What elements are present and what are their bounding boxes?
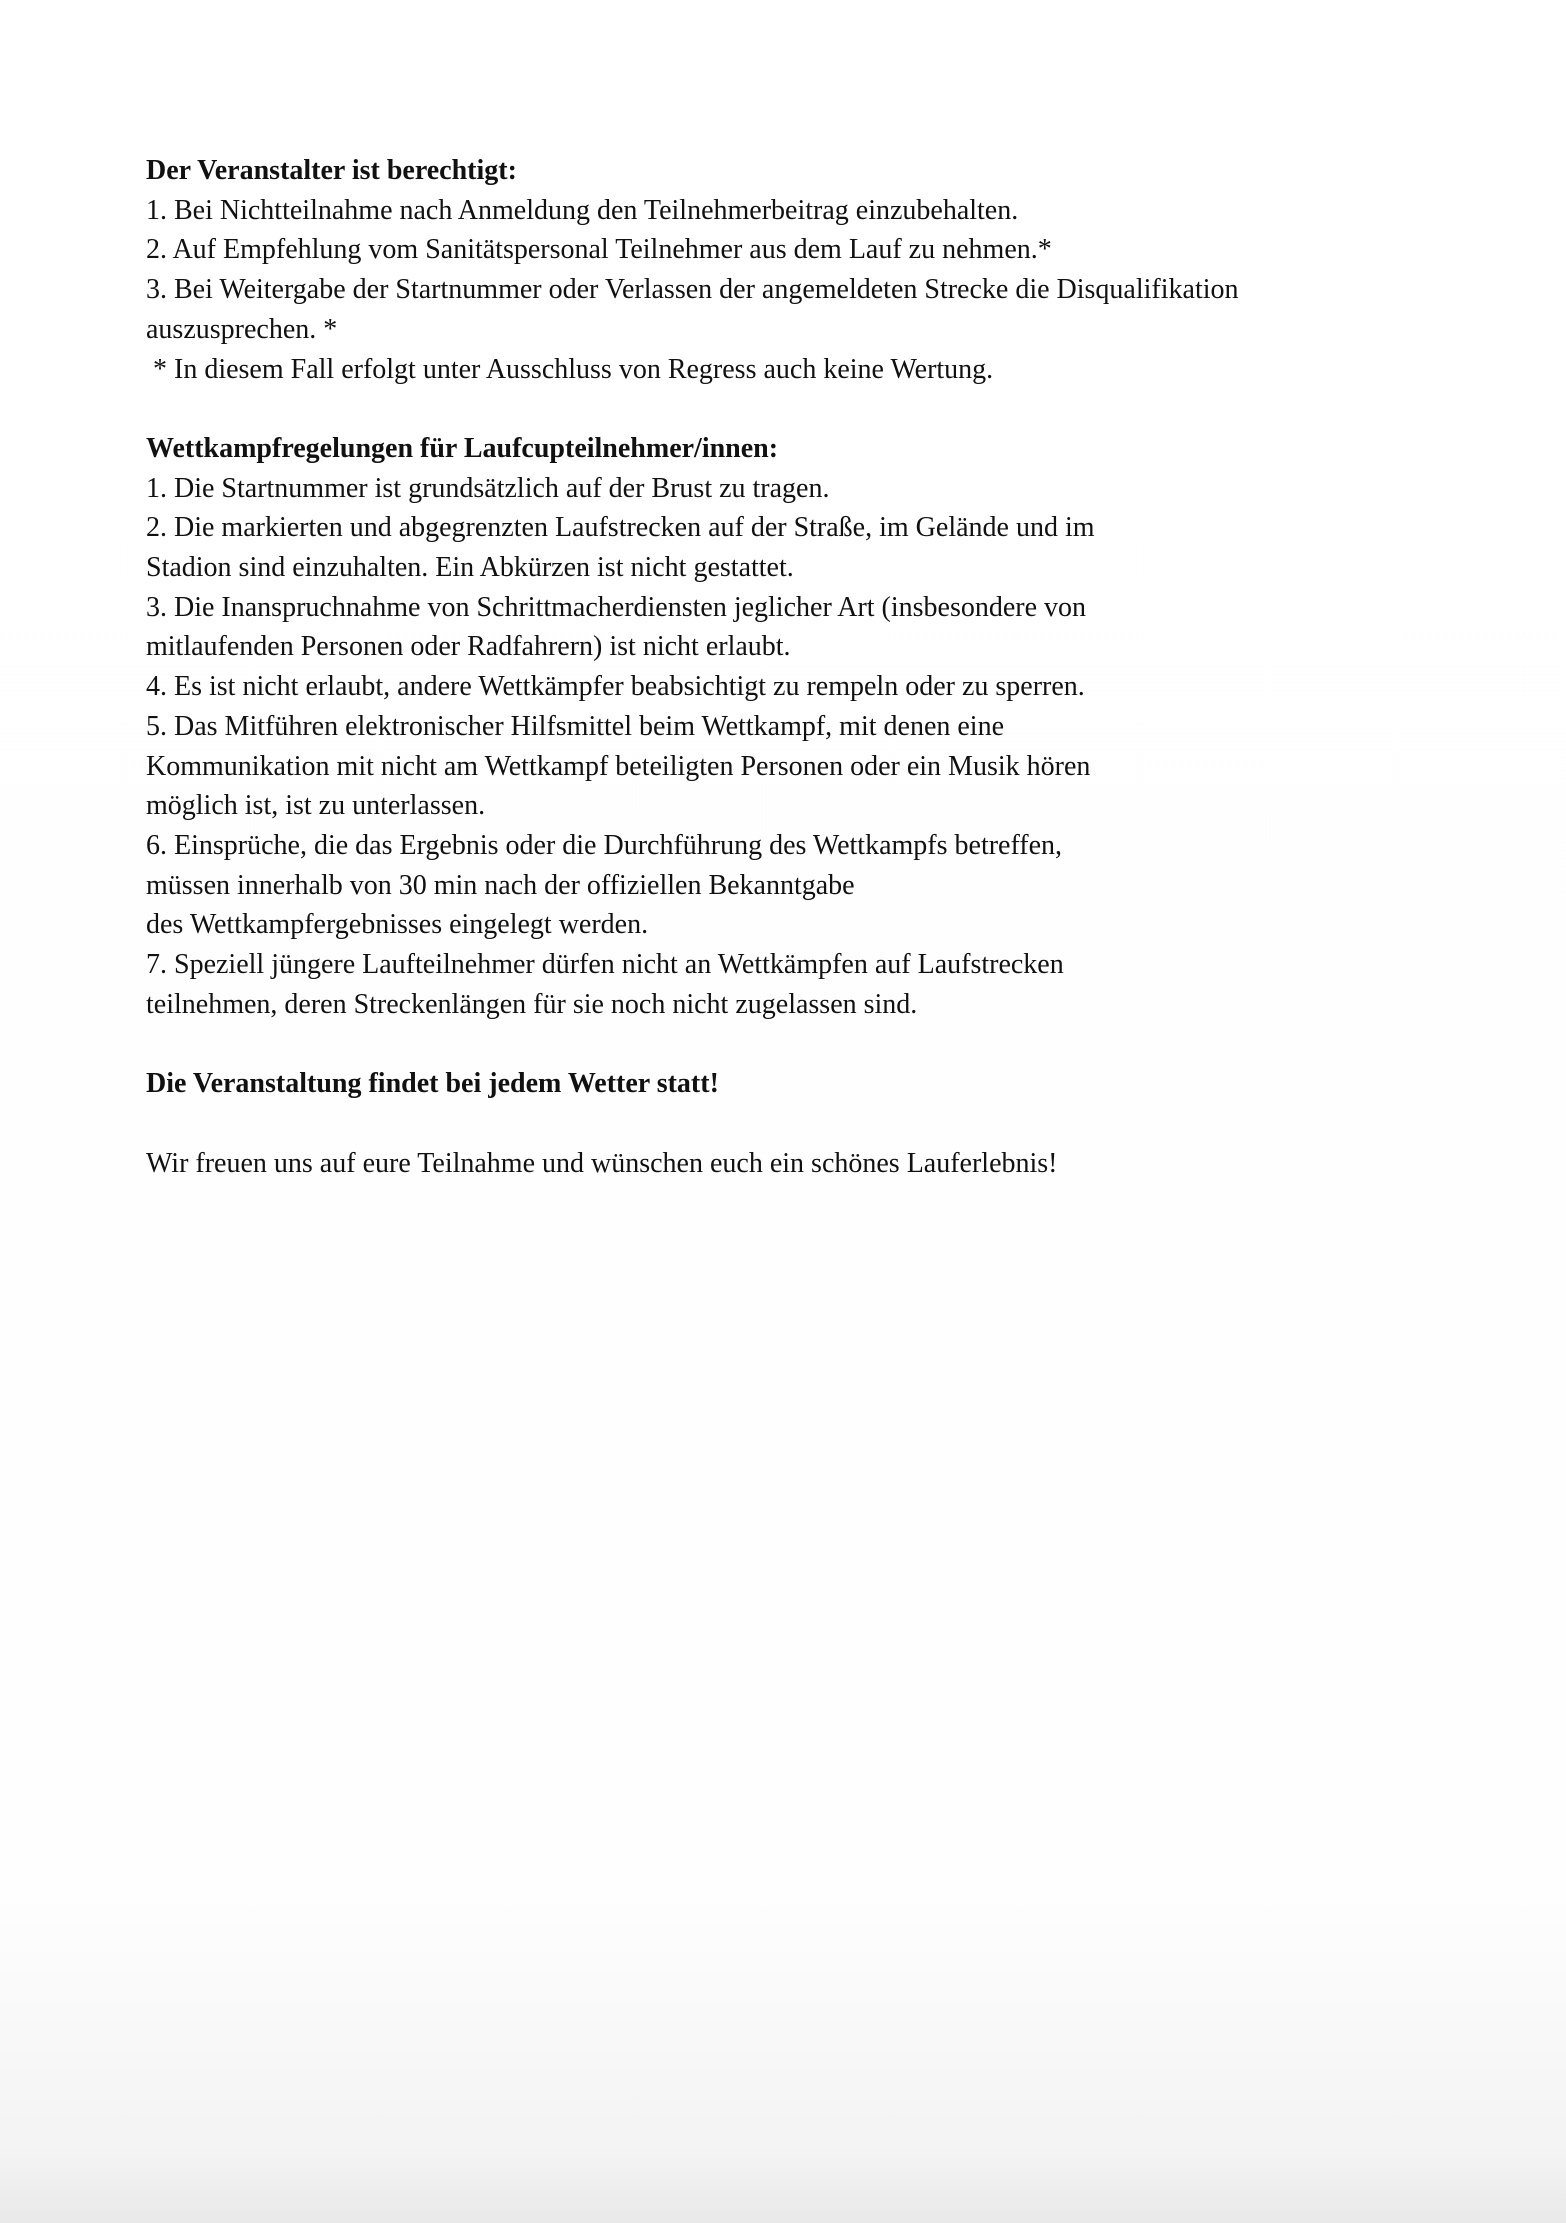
competition-rule-line: des Wettkampfergebnisses eingelegt werden. bbox=[146, 909, 649, 941]
competition-rule-line: müssen innerhalb von 30 min nach der offiziellen Bekanntgabe bbox=[146, 869, 855, 901]
paragraph-spacer bbox=[146, 1104, 1446, 1144]
competition-rule-line: 1. Die Startnummer ist grundsätzlich auf der Brust zu tragen. bbox=[146, 472, 830, 504]
competition-rules-section bbox=[146, 429, 1446, 1025]
competition-rule-line: Kommunikation mit nicht am Wettkampf beteiligten Personen oder ein Musik hören bbox=[146, 750, 1091, 782]
competition-rule-line: möglich ist, ist zu unterlassen. bbox=[146, 790, 486, 822]
organizer-rights-line: auszusprechen. * bbox=[146, 313, 338, 345]
document-body bbox=[146, 151, 1446, 1183]
paragraph-spacer bbox=[146, 389, 1446, 429]
organizer-rights-section bbox=[146, 151, 1446, 389]
competition-rule-line: 2. Die markierten und abgegrenzten Laufstrecken auf der Straße, im Gelände und im bbox=[146, 512, 1095, 544]
organizer-rights-footnote: * In diesem Fall erfolgt unter Ausschluss von Regress auch keine Wertung. bbox=[146, 353, 994, 385]
organizer-rights-line: 3. Bei Weitergabe der Startnummer oder Verlassen der angemeldeten Strecke die Disqualifikation bbox=[146, 274, 1239, 306]
competition-rule-line: 6. Einsprüche, die das Ergebnis oder die Durchführung des Wettkampfs betreffen, bbox=[146, 829, 1063, 861]
organizer-rights-line: 1. Bei Nichtteilnahme nach Anmeldung den Teilnehmerbeitrag einzubehalten. bbox=[146, 194, 1019, 226]
competition-rule-line: Stadion sind einzuhalten. Ein Abkürzen ist nicht gestattet. bbox=[146, 552, 794, 584]
competition-rule-line: 3. Die Inanspruchnahme von Schrittmacherdiensten jeglicher Art (insbesondere von bbox=[146, 591, 1087, 623]
organizer-rights-line: 2. Auf Empfehlung vom Sanitätspersonal Teilnehmer aus dem Lauf zu nehmen.* bbox=[146, 234, 1052, 266]
competition-rule-line: mitlaufenden Personen oder Radfahrern) ist nicht erlaubt. bbox=[146, 631, 791, 663]
competition-rule-line: 5. Das Mitführen elektronischer Hilfsmittel beim Wettkampf, mit denen eine bbox=[146, 710, 1005, 742]
weather-notice: Die Veranstaltung findet bei jedem Wetter statt! bbox=[146, 1068, 719, 1100]
competition-rule-line: 4. Es ist nicht erlaubt, andere Wettkämpfer beabsichtigt zu rempeln oder zu sperren. bbox=[146, 671, 1085, 703]
competition-rule-line: 7. Speziell jüngere Laufteilnehmer dürfen nicht an Wettkämpfen auf Laufstrecken bbox=[146, 949, 1064, 981]
closing-sentence: Wir freuen uns auf eure Teilnahme und wünschen euch ein schönes Lauferlebnis! bbox=[146, 1147, 1058, 1179]
competition-rule-line: teilnehmen, deren Streckenlängen für sie noch nicht zugelassen sind. bbox=[146, 988, 918, 1020]
paragraph-spacer bbox=[146, 1024, 1446, 1064]
competition-rules-heading: Wettkampfregelungen für Laufcupteilnehmer/innen: bbox=[146, 432, 779, 464]
organizer-rights-heading: Der Veranstalter ist berechtigt: bbox=[146, 155, 517, 186]
